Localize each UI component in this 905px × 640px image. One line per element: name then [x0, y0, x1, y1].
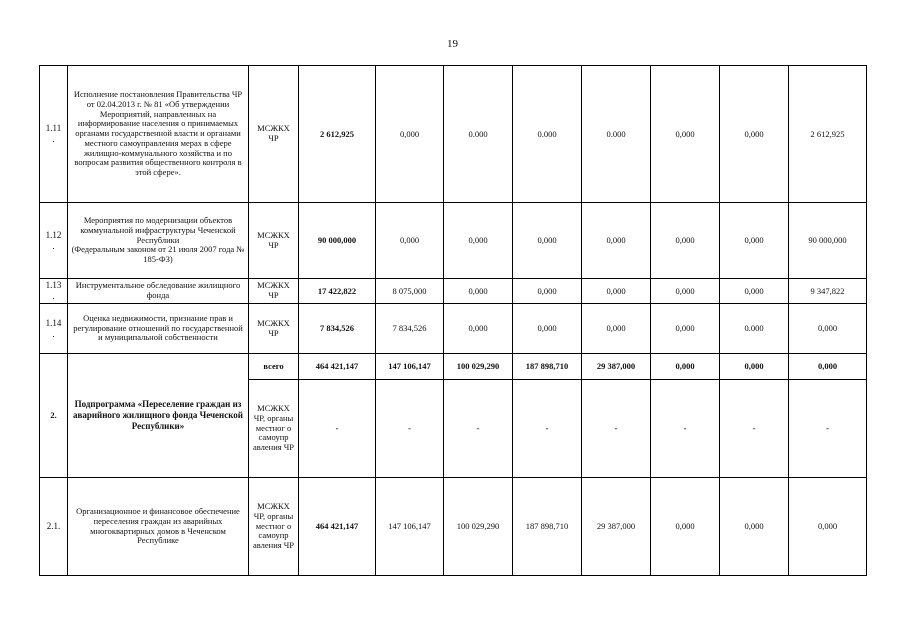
- table-row: [40, 203, 867, 279]
- row-value: 0.000: [720, 304, 789, 354]
- row-executor: МСЖКХ ЧР, органы местног о самоупр авления ЧР: [249, 478, 299, 576]
- section-executor: МСЖКХ ЧР, органы местног о самоупр авления ЧР: [249, 380, 299, 478]
- page-number: 19: [447, 38, 458, 50]
- dash-cell: -: [651, 380, 720, 478]
- row-value: 0,000: [582, 279, 651, 304]
- row-value: 0,000: [720, 478, 789, 576]
- section-value: 100 029,290: [444, 354, 513, 380]
- table-row: [40, 478, 867, 576]
- table-row: [40, 279, 867, 304]
- row-executor: МСЖКХ ЧР: [249, 203, 299, 279]
- row-value: 0,000: [651, 279, 720, 304]
- row-description: Инструментальное обследование жилищного фонда: [68, 279, 249, 304]
- row-value: 147 106,147: [376, 478, 444, 576]
- row-executor: МСЖКХ ЧР: [249, 66, 299, 203]
- row-value: 0,000: [582, 304, 651, 354]
- row-number: 1.11 .: [40, 66, 68, 203]
- row-value: 0,000: [376, 203, 444, 279]
- row-value: 0,000: [444, 279, 513, 304]
- row-total: 7 834,526: [299, 304, 376, 354]
- row-description: Исполнение постановления Правительства ЧР от 02.04.2013 г. № 81 «Об утверждении Мероприятий, направленных на информирование населения о принимаемых органами государственной власти и органами местного самоуправления мерах в сфере жилищно-коммунального хозяйства и по вопросам развития общественного контроля в этой сфере».: [68, 66, 249, 203]
- row-description: Оценка недвижимости, признание прав и регулирование отношений по государственной и муниципальной собственности: [68, 304, 249, 354]
- row-number: 1.14 .: [40, 304, 68, 354]
- section-value: 0,000: [720, 354, 789, 380]
- row-value: 0,000: [513, 279, 582, 304]
- dash-cell: -: [376, 380, 444, 478]
- section-number: 2.: [40, 354, 68, 478]
- dash-cell: -: [789, 380, 867, 478]
- row-value: 0,000: [513, 203, 582, 279]
- dash-cell: -: [513, 380, 582, 478]
- table-row: [40, 66, 867, 203]
- row-value: 29 387,000: [582, 478, 651, 576]
- row-number: 1.13 .: [40, 279, 68, 304]
- row-value: 0,000: [651, 66, 720, 203]
- section-total: 464 421,147: [299, 354, 376, 380]
- row-value: 0,000: [444, 304, 513, 354]
- section-total-row: [40, 354, 867, 380]
- row-value: 0,000: [376, 66, 444, 203]
- row-value: 0.000: [513, 66, 582, 203]
- row-value: 187 898,710: [513, 478, 582, 576]
- row-value: 2 612,925: [789, 66, 867, 203]
- section-value: 187 898,710: [513, 354, 582, 380]
- section-title: Подпрограмма «Переселение граждан из аварийного жилищного фонда Чеченской Республики»: [68, 354, 249, 478]
- dash-cell: -: [444, 380, 513, 478]
- row-value: 0,000: [789, 304, 867, 354]
- row-value: 7 834,526: [376, 304, 444, 354]
- section-value: 0,000: [651, 354, 720, 380]
- section-value: 0,000: [789, 354, 867, 380]
- row-value: 0,000: [720, 279, 789, 304]
- row-value: 0,000: [789, 478, 867, 576]
- budget-table: [39, 65, 867, 576]
- row-value: 0,000: [582, 203, 651, 279]
- row-value: 0,000: [720, 66, 789, 203]
- row-value: 0.000: [444, 66, 513, 203]
- row-value: 0,000: [651, 203, 720, 279]
- row-value: 8 075,000: [376, 279, 444, 304]
- row-total: 2 612,925: [299, 66, 376, 203]
- row-description: Мероприятия по модернизации объектов коммунальной инфраструктуры Чеченской Республики (Федеральным законом от 21 июля 2007 года № 185-ФЗ): [68, 203, 249, 279]
- dash-cell: -: [720, 380, 789, 478]
- row-total: 90 000,000: [299, 203, 376, 279]
- row-total: 464 421,147: [299, 478, 376, 576]
- row-number: 2.1.: [40, 478, 68, 576]
- total-label: всего: [249, 354, 299, 380]
- row-value: 0.000: [582, 66, 651, 203]
- row-executor: МСЖКХ ЧР: [249, 279, 299, 304]
- dash-cell: -: [299, 380, 376, 478]
- row-executor: МСЖКХ ЧР: [249, 304, 299, 354]
- row-value: 0,000: [513, 304, 582, 354]
- row-value: 0,000: [720, 203, 789, 279]
- row-description: Организационное и финансовое обеспечение переселения граждан из аварийных многоквартирных домов в Чеченском Республике: [68, 478, 249, 576]
- section-value: 29 387,000: [582, 354, 651, 380]
- row-total: 17 422,822: [299, 279, 376, 304]
- row-value: 0,000: [651, 304, 720, 354]
- table-row: [40, 304, 867, 354]
- dash-cell: -: [582, 380, 651, 478]
- row-value: 0,000: [651, 478, 720, 576]
- row-value: 100 029,290: [444, 478, 513, 576]
- row-number: 1.12 .: [40, 203, 68, 279]
- row-value: 0,000: [444, 203, 513, 279]
- row-value: 9 347,822: [789, 279, 867, 304]
- row-value: 90 000,000: [789, 203, 867, 279]
- section-value: 147 106,147: [376, 354, 444, 380]
